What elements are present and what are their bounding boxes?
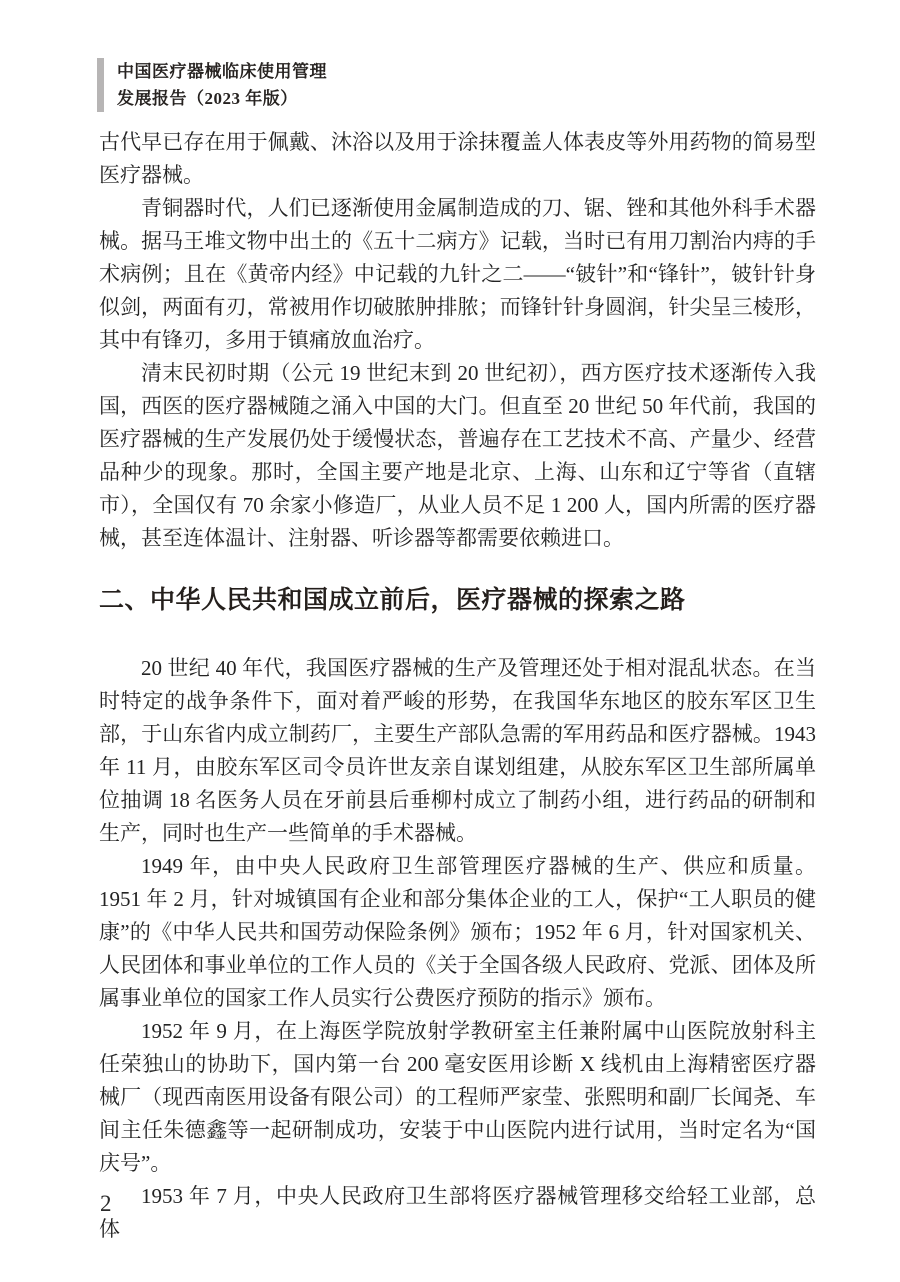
- paragraph: 1949 年，由中央人民政府卫生部管理医疗器械的生产、供应和质量。1951 年 2 月，针对城镇国有企业和部分集体企业的工人，保护“工人职员的健康”的《中华人民共和国劳动保险条例》颁布；1952 年 6 月，针对国家机关、人民团体和事业单位的工作人员的《关于全国各级人民政府、党派、团体及所属事业单位的国家工作人员实行公费医疗预防的指示》颁布。: [99, 854, 816, 1010]
- paragraph: 1953 年 7 月，中央人民政府卫生部将医疗器械管理移交给轻工业部，总体: [99, 1184, 816, 1241]
- paragraph: 1952 年 9 月，在上海医学院放射学教研室主任兼附属中山医院放射科主任荣独山的协助下，国内第一台 200 毫安医用诊断 X 线机由上海精密医疗器械厂（现西南医用设备有限公司）的工程师严家莹、张熙明和副厂长闻尧、车间主任朱德鑫等一起研制成功，安装于中山医院内进行试用，当时定名为“国庆号”。: [99, 1019, 816, 1175]
- section-heading: 二、中华人民共和国成立前后，医疗器械的探索之路: [99, 586, 686, 614]
- header-title: [117, 58, 327, 112]
- paragraph: 古代早已存在用于佩戴、沐浴以及用于涂抹覆盖人体表皮等外用药物的简易型医疗器械。: [99, 130, 816, 187]
- paragraph: 青铜器时代，人们已逐渐使用金属制造成的刀、锯、锉和其他外科手术器械。据马王堆文物中出土的《五十二病方》记载，当时已有用刀割治内痔的手术病例；且在《黄帝内经》中记载的九针之二——“铍针”和“锋针”，铍针针身似剑，两面有刃，常被用作切破脓肿排脓；而锋针针身圆润，针尖呈三棱形，其中有锋刃，多用于镇痛放血治疗。: [99, 196, 816, 352]
- paragraph: 清末民初时期（公元 19 世纪末到 20 世纪初），西方医疗技术逐渐传入我国，西医的医疗器械随之涌入中国的大门。但直至 20 世纪 50 年代前，我国的医疗器械的生产发展仍处于缓慢状态，普遍存在工艺技术不高、产量少、经营品种少的现象。那时，全国主要产地是北京、上海、山东和辽宁等省（直辖市），全国仅有 70 余家小修造厂，从业人员不足 1 200 人，国内所需的医疗器械，甚至连体温计、注射器、听诊器等都需要依赖进口。: [99, 361, 816, 550]
- page-number: 2: [100, 1191, 112, 1216]
- body-text: [99, 126, 816, 1246]
- running-header: [97, 58, 327, 112]
- header-title-line1: 中国医疗器械临床使用管理: [117, 62, 327, 81]
- header-title-line2: 发展报告（2023 年版）: [117, 89, 298, 108]
- paragraph: 20 世纪 40 年代，我国医疗器械的生产及管理还处于相对混乱状态。在当时特定的战争条件下，面对着严峻的形势，在我国华东地区的胶东军区卫生部，于山东省内成立制药厂，主要生产部队急需的军用药品和医疗器械。1943 年 11 月，由胶东军区司令员许世友亲自谋划组建，从胶东军区卫生部所属单位抽调 18 名医务人员在牙前县后垂柳村成立了制药小组，进行药品的研制和生产，同时也生产一些简单的手术器械。: [99, 656, 816, 845]
- header-rule: [97, 58, 104, 112]
